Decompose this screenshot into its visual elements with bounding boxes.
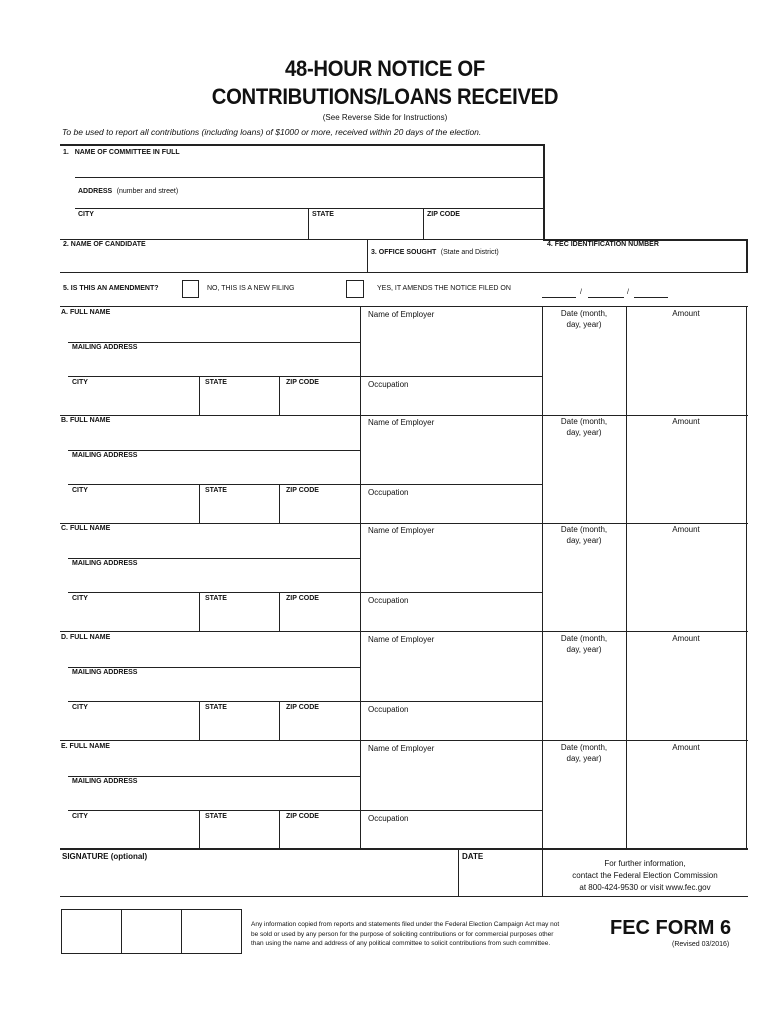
signature-date-label: DATE	[462, 852, 484, 861]
employer-label: Name of Employer	[368, 418, 435, 427]
occupation-input[interactable]	[364, 826, 539, 846]
employer-label: Name of Employer	[368, 744, 435, 753]
divider	[75, 177, 543, 178]
state-input[interactable]	[203, 390, 276, 412]
divider	[60, 306, 748, 307]
divider	[360, 740, 361, 849]
address-hint: (number and street)	[116, 188, 179, 195]
divider	[626, 740, 627, 849]
divider	[60, 523, 748, 524]
amount-label: Amount	[672, 634, 700, 643]
divider	[746, 631, 747, 740]
contributor-name-input[interactable]	[72, 429, 356, 448]
divider	[626, 414, 627, 523]
candidate-name-label: 2. NAME OF CANDIDATE	[63, 241, 146, 248]
zip-code-label: ZIP CODE	[286, 704, 319, 711]
committee-city-input[interactable]	[78, 221, 306, 237]
city-input[interactable]	[72, 606, 196, 628]
divider	[746, 306, 747, 415]
disclaimer-line: than using the name and address of any political committee to solicit contributions from such committee.	[251, 940, 551, 947]
state-input[interactable]	[203, 498, 276, 520]
employer-input[interactable]	[364, 322, 539, 374]
committee-city-label: CITY	[78, 211, 94, 218]
contributor-full-name-label: B. FULL NAME	[61, 417, 111, 424]
date-received-input[interactable]	[546, 766, 623, 846]
form-intro: To be used to report all contributions (including loans) of $1000 or more, received within 20 days of the election.	[62, 127, 482, 137]
contributor-name-input[interactable]	[72, 646, 356, 665]
occupation-label: Occupation	[368, 814, 409, 823]
employer-input[interactable]	[364, 538, 539, 590]
divider	[60, 631, 748, 632]
date-label: day, year)	[566, 320, 602, 329]
info-line: at 800-424-9530 or visit www.fec.gov	[579, 883, 711, 892]
zip-code-label: ZIP CODE	[286, 813, 319, 820]
state-label: STATE	[205, 704, 227, 711]
city-input[interactable]	[72, 824, 196, 846]
committee-address-input[interactable]	[78, 191, 540, 207]
amount-input[interactable]	[630, 322, 743, 412]
zip-code-input[interactable]	[283, 715, 357, 737]
divider	[279, 484, 280, 523]
divider	[199, 810, 200, 849]
info-line: contact the Federal Election Commission	[572, 871, 718, 880]
divider	[360, 631, 361, 740]
divider	[60, 896, 748, 897]
divider	[60, 272, 748, 273]
mailing-address-input[interactable]	[72, 680, 356, 699]
zip-code-input[interactable]	[283, 824, 357, 846]
date-label: day, year)	[566, 428, 602, 437]
date-label: day, year)	[566, 754, 602, 763]
city-label: CITY	[72, 379, 88, 386]
city-input[interactable]	[72, 390, 196, 412]
occupation-input[interactable]	[364, 608, 539, 628]
committee-zip-input[interactable]	[427, 221, 540, 237]
divider	[626, 631, 627, 740]
divider	[121, 909, 122, 954]
divider	[543, 144, 545, 240]
occupation-label: Occupation	[368, 488, 409, 497]
divider	[367, 239, 368, 272]
zip-code-input[interactable]	[283, 606, 357, 628]
city-label: CITY	[72, 487, 88, 494]
disclaimer-line: Any information copied from reports and statements filed under the Federal Election Campaign Act may not	[251, 921, 560, 928]
divider	[68, 776, 360, 777]
divider	[360, 414, 361, 523]
mailing-address-label: MAILING ADDRESS	[72, 669, 138, 676]
committee-state-input[interactable]	[312, 221, 420, 237]
amends-label: YES, IT AMENDS THE NOTICE FILED ON	[377, 285, 511, 292]
divider	[423, 208, 424, 239]
contributor-full-name-label: E. FULL NAME	[61, 743, 110, 750]
date-label: Date (month,	[560, 309, 608, 318]
state-input[interactable]	[203, 824, 276, 846]
divider	[360, 484, 542, 485]
occupation-label: Occupation	[368, 380, 409, 389]
form-revision: (Revised 03/2016)	[672, 941, 730, 948]
amount-input[interactable]	[630, 538, 743, 628]
section-number: 1.	[63, 149, 69, 156]
state-input[interactable]	[203, 606, 276, 628]
mailing-address-input[interactable]	[72, 463, 356, 482]
contributor-full-name-label: C. FULL NAME	[61, 525, 111, 532]
divider	[60, 849, 748, 850]
zip-code-label: ZIP CODE	[286, 379, 319, 386]
divider	[746, 414, 747, 523]
date-label: Date (month,	[560, 417, 608, 426]
contributor-full-name-label: D. FULL NAME	[61, 634, 111, 641]
divider	[68, 592, 360, 593]
divider	[458, 848, 459, 896]
divider	[308, 208, 309, 239]
amount-label: Amount	[672, 309, 700, 318]
info-line: For further information,	[604, 859, 686, 868]
date-received-input[interactable]	[546, 332, 623, 412]
mailing-address-label: MAILING ADDRESS	[72, 344, 138, 351]
city-label: CITY	[72, 704, 88, 711]
fec-id-input[interactable]	[547, 252, 742, 270]
divider	[181, 909, 182, 954]
divider	[199, 376, 200, 415]
office-use-boxes	[61, 909, 242, 954]
divider	[746, 522, 747, 631]
committee-name-input[interactable]	[78, 160, 540, 176]
fec-id-label: 4. FEC IDENTIFICATION NUMBER	[547, 241, 659, 248]
divider	[199, 592, 200, 631]
date-separator: /	[627, 289, 629, 296]
date-label: Date (month,	[560, 634, 608, 643]
city-label: CITY	[72, 813, 88, 820]
divider	[360, 592, 542, 593]
divider	[199, 701, 200, 740]
new-filing-checkbox[interactable]	[182, 280, 199, 298]
divider	[279, 701, 280, 740]
employer-input[interactable]	[364, 756, 539, 808]
divider	[626, 522, 627, 631]
footer-disclaimer	[251, 920, 611, 949]
zip-code-input[interactable]	[283, 498, 357, 520]
employer-input[interactable]	[364, 647, 539, 699]
committee-name-label	[63, 149, 180, 156]
new-filing-label: NO, THIS IS A NEW FILING	[207, 285, 295, 292]
divider	[626, 306, 627, 415]
signature-input[interactable]	[62, 864, 452, 888]
form-number: FEC FORM 6	[610, 917, 732, 939]
zip-code-input[interactable]	[283, 390, 357, 412]
form-title-line2: CONTRIBUTIONS/LOANS RECEIVED	[211, 84, 559, 109]
candidate-name-input[interactable]	[78, 252, 363, 270]
divider	[60, 415, 748, 416]
contributor-name-input[interactable]	[72, 755, 356, 774]
employer-label: Name of Employer	[368, 310, 435, 319]
form-subtitle: (See Reverse Side for Instructions)	[322, 113, 448, 122]
amount-label: Amount	[672, 743, 700, 752]
date-label: day, year)	[566, 536, 602, 545]
divider	[279, 810, 280, 849]
divider	[360, 306, 361, 415]
committee-state-label: STATE	[312, 211, 334, 218]
date-label: Date (month,	[560, 525, 608, 534]
office-sought-hint: (State and District)	[440, 249, 499, 256]
amount-label: Amount	[672, 525, 700, 534]
office-sought-input[interactable]	[371, 252, 541, 270]
date-received-input[interactable]	[546, 657, 623, 737]
divider	[360, 810, 542, 811]
amend-year-input[interactable]	[634, 297, 668, 298]
office-sought-text: 3. OFFICE SOUGHT	[371, 249, 437, 256]
state-label: STATE	[205, 379, 227, 386]
divider	[746, 740, 747, 849]
employer-input[interactable]	[364, 430, 539, 482]
divider	[68, 667, 360, 668]
divider	[60, 144, 545, 146]
occupation-input[interactable]	[364, 500, 539, 520]
form-title-line1: 48-HOUR NOTICE OF	[285, 56, 485, 81]
mailing-address-input[interactable]	[72, 789, 356, 808]
address-label-text: ADDRESS	[78, 188, 113, 195]
occupation-label: Occupation	[368, 705, 409, 714]
divider	[68, 701, 360, 702]
divider	[60, 239, 545, 240]
state-label: STATE	[205, 487, 227, 494]
amend-day-input[interactable]	[588, 297, 624, 298]
date-received-input[interactable]	[546, 440, 623, 520]
signature-date-input[interactable]	[462, 864, 538, 888]
mailing-address-label: MAILING ADDRESS	[72, 778, 138, 785]
contributor-name-input[interactable]	[72, 321, 356, 340]
divider	[68, 376, 360, 377]
divider	[199, 484, 200, 523]
amount-input[interactable]	[630, 647, 743, 737]
amends-checkbox[interactable]	[346, 280, 364, 298]
divider	[279, 376, 280, 415]
divider	[360, 701, 542, 702]
divider	[60, 848, 748, 849]
date-label: day, year)	[566, 645, 602, 654]
divider	[68, 450, 360, 451]
committee-name-text: NAME OF COMMITTEE IN FULL	[74, 149, 180, 156]
occupation-input[interactable]	[364, 717, 539, 737]
divider	[279, 592, 280, 631]
state-input[interactable]	[203, 715, 276, 737]
mailing-address-label: MAILING ADDRESS	[72, 452, 138, 459]
contributor-name-input[interactable]	[72, 537, 356, 556]
employer-label: Name of Employer	[368, 526, 435, 535]
disclaimer-line: be sold or used by any person for the purpose of soliciting contributions or for commercial purposes other	[251, 930, 554, 938]
state-label: STATE	[205, 813, 227, 820]
divider	[60, 740, 748, 741]
mailing-address-input[interactable]	[72, 355, 356, 374]
divider	[75, 208, 543, 209]
divider	[746, 239, 748, 272]
date-label: Date (month,	[560, 743, 608, 752]
fec-contact-info	[542, 858, 748, 894]
mailing-address-input[interactable]	[72, 571, 356, 590]
divider	[360, 522, 361, 631]
city-input[interactable]	[72, 715, 196, 737]
amount-input[interactable]	[630, 756, 743, 846]
committee-zip-label: ZIP CODE	[427, 211, 460, 218]
occupation-input[interactable]	[364, 392, 539, 412]
divider	[360, 376, 542, 377]
amount-input[interactable]	[630, 430, 743, 520]
occupation-label: Occupation	[368, 596, 409, 605]
amount-label: Amount	[672, 417, 700, 426]
signature-label: SIGNATURE (optional)	[62, 852, 148, 861]
contributor-full-name-label: A. FULL NAME	[61, 309, 111, 316]
date-separator: /	[580, 289, 582, 296]
zip-code-label: ZIP CODE	[286, 487, 319, 494]
amend-month-input[interactable]	[542, 297, 576, 298]
divider	[68, 484, 360, 485]
mailing-address-label: MAILING ADDRESS	[72, 560, 138, 567]
city-input[interactable]	[72, 498, 196, 520]
state-label: STATE	[205, 595, 227, 602]
amendment-label: 5. IS THIS AN AMENDMENT?	[63, 285, 159, 292]
divider	[68, 558, 360, 559]
divider	[68, 342, 360, 343]
city-label: CITY	[72, 595, 88, 602]
employer-label: Name of Employer	[368, 635, 435, 644]
date-received-input[interactable]	[546, 548, 623, 628]
zip-code-label: ZIP CODE	[286, 595, 319, 602]
divider	[68, 810, 360, 811]
